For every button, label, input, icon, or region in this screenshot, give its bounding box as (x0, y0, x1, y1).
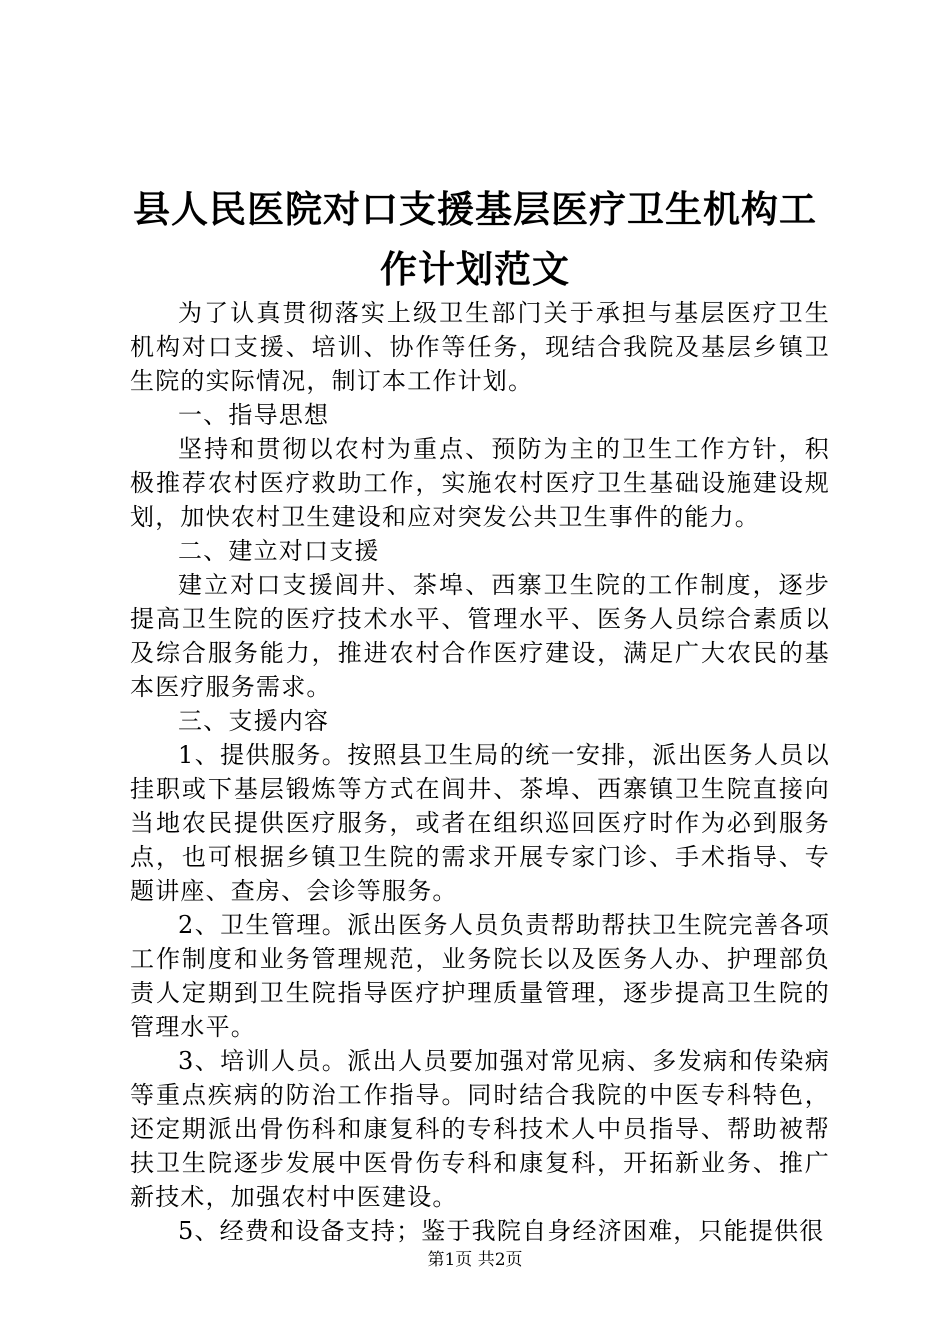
paragraph-health-management: 2、卫生管理。派出医务人员负责帮助帮扶卫生院完善各项工作制度和业务管理规范，业务院长以及医务人办、护理部负责人定期到卫生院指导医疗护理质量管理，逐步提高卫生院的管理水平。 (130, 911, 830, 1041)
section-heading-establish-support: 二、建立对口支援 (178, 537, 380, 565)
page-footer: 第1页 共2页 (427, 1250, 523, 1270)
intro-paragraph: 为了认真贯彻落实上级卫生部门关于承担与基层医疗卫生机构对口支援、培训、协作等任务，现结合我院及基层乡镇卫生院的实际情况，制订本工作计划。 (130, 299, 830, 395)
paragraph-funding: 5、经费和设备支持；鉴于我院自身经济困难，只能提供很 (178, 1217, 825, 1245)
document-body (130, 296, 830, 1248)
section-heading-support-content: 三、支援内容 (178, 707, 330, 735)
paragraph-training: 3、培训人员。派出人员要加强对常见病、多发病和传染病等重点疾病的防治工作指导。同时结合我院的中医专科特色，还定期派出骨伤科和康复科的专科技术人中员指导、帮助被帮扶卫生院逐步发展中医骨伤专科和康复科，开拓新业务、推广新技术，加强农村中医建设。 (130, 1047, 830, 1211)
paragraph-provide-service: 1、提供服务。按照县卫生局的统一安排，派出医务人员以挂职或下基层锻炼等方式在闾井、茶埠、西寨镇卫生院直接向当地农民提供医疗服务，或者在组织巡回医疗时作为必到服务点，也可根据乡镇卫生院的需求开展专家门诊、手术指导、专题讲座、查房、会诊等服务。 (130, 741, 830, 905)
document-title: 县人民医院对口支援基层医疗卫生机构工作计划范文 (133, 188, 817, 291)
section-heading-guiding-thought: 一、指导思想 (178, 401, 330, 429)
paragraph-establish-support: 建立对口支援闾井、茶埠、西寨卫生院的工作制度，逐步提高卫生院的医疗技术水平、管理水平、医务人员综合素质以及综合服务能力，推进农村合作医疗建设，满足广大农民的基本医疗服务需求。 (130, 571, 830, 701)
paragraph-guiding-thought: 坚持和贯彻以农村为重点、预防为主的卫生工作方针，积极推荐农村医疗救助工作，实施农村医疗卫生基础设施建设规划，加快农村卫生建设和应对突发公共卫生事件的能力。 (130, 435, 830, 531)
